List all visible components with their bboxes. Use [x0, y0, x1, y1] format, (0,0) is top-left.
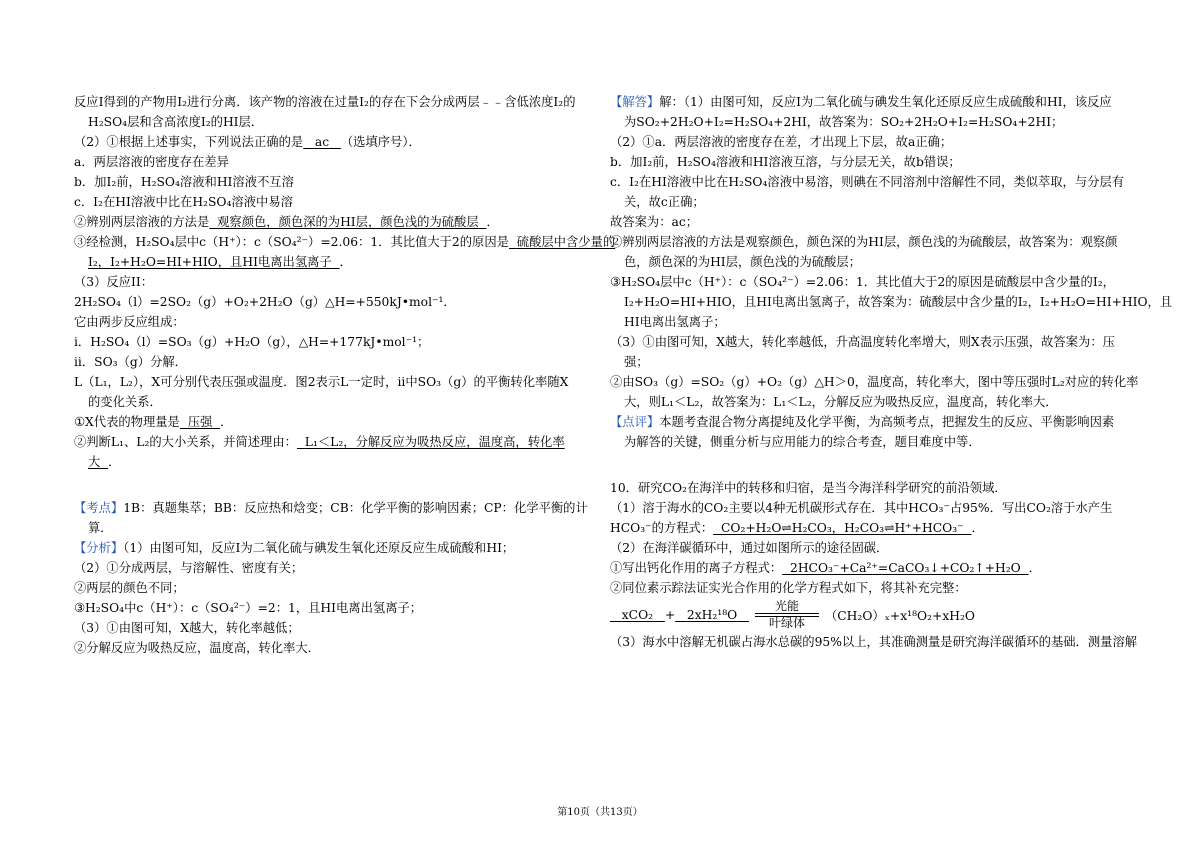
- text-line: 大，则L₁＜L₂，故答案为：L₁＜L₂，分解反应为吸热反应，温度高，转化率大．: [624, 395, 1058, 409]
- jieda-tag: 【解答】: [610, 95, 660, 109]
- question-2-2: ②辨别两层溶液的方法是 观察颜色，颜色深的为HI层，颜色浅的为硫酸层 ．: [74, 215, 499, 229]
- text-line: L（L₁，L₂），X可分别代表压强或温度．图2表示L一定时，ii中SO₃（g）的平衡转化率随X: [74, 375, 569, 389]
- text-line: 2H₂SO₄（l）=2SO₂（g）+O₂+2H₂O（g）△H=+550kJ•mol⁻¹．: [74, 295, 456, 309]
- question-2-3: ③经检测，H₂SO₄层中c（H⁺）：c（SO₄²⁻）=2.06：1．其比值大于2的原因是 硫酸层中含少量的: [74, 235, 616, 249]
- text-line: （1）溶于海水的CO₂主要以4种无机碳形式存在．其中HCO₃⁻占95%．写出CO₂溶于水产生: [610, 501, 1113, 515]
- text-line: （2）①分成两层，与溶解性、密度有关；: [74, 561, 304, 575]
- answer-blank: I₂，I₂+H₂O=HI+HIO，且HI电离出氢离子: [88, 255, 332, 269]
- condition-top: 光能: [774, 599, 799, 613]
- text-line: （2）在海洋碳循环中，通过如图所示的途径固碳．: [610, 541, 889, 555]
- answer-blank: 硫酸层中含少量的: [516, 235, 616, 249]
- text-line: 的变化关系．: [88, 395, 162, 409]
- dianping-line: 【点评】本题考查混合物分离提纯及化学平衡，为高频考点，把握发生的反应、平衡影响因素: [610, 415, 1115, 429]
- condition-bottom: 叶绿体: [768, 616, 805, 630]
- text-line: 算．: [88, 521, 113, 535]
- text-line: 关，故c正确；: [624, 195, 705, 209]
- text-line: H₂SO₄层和含高浓度I₂的HI层．: [88, 115, 264, 129]
- text-line: HI电离出氢离子；: [624, 315, 726, 329]
- text-line: ③H₂SO₄层中c（H⁺）：c（SO₄²⁻）=2.06：1．其比值大于2的原因是硫酸层中含少量的I₂，: [610, 275, 1115, 289]
- text-line: （3）海水中溶解无机碳占海水总碳的95%以上，其准确测量是研究海洋碳循环的基础．测量溶解: [610, 635, 1138, 649]
- question-3-2: ②判断L₁、L₂的大小关系，并简述理由： L₁＜L₂，分解反应为吸热反应，温度高，转化率: [74, 435, 565, 449]
- reaction-arrow: [755, 600, 819, 630]
- question-10-title: 10．研究CO₂在海洋中的转移和归宿，是当今海洋科学研究的前沿领域．: [610, 481, 1007, 495]
- question-3-1: ①X代表的物理量是 压强 ．: [74, 415, 233, 429]
- text-line: 为解答的关键，侧重分析与应用能力的综合考查，题目难度中等．: [624, 435, 981, 449]
- text-line: 反应I得到的产物用I₂进行分离．该产物的溶液在过量I₂的存在下会分成两层﹣﹣含低浓度I₂的: [74, 95, 576, 109]
- fenxi-line: 【分析】（1）由图可知，反应I为二氧化硫与碘发生氧化还原反应生成硫酸和HI；: [74, 541, 515, 555]
- text-line: ②辨别两层溶液的方法是观察颜色，颜色深的为HI层，颜色浅的为硫酸层，故答案为：观察颜: [610, 235, 1118, 249]
- text-line: ②两层的颜色不同；: [74, 581, 185, 595]
- option-b: b．加I₂前，H₂SO₄溶液和HI溶液不互溶: [74, 175, 294, 189]
- option-a: a．两层溶液的密度存在差异: [74, 155, 229, 169]
- answer-blank: 观察颜色，颜色深的为HI层，颜色浅的为硫酸层: [217, 215, 479, 229]
- question-2-1: （2）①根据上述事实，下列说法正确的是 ac （选填序号）．: [74, 135, 421, 149]
- text-line: ii．SO₃（g）分解．: [74, 355, 187, 369]
- answer-blank: L₁＜L₂，分解反应为吸热反应，温度高，转化率: [304, 435, 565, 449]
- equation-product: （CH₂O）ₓ+x¹⁸O₂+xH₂O: [824, 609, 975, 623]
- text-line: i．H₂SO₄（l）=SO₃（g）+H₂O（g），△H=+177kJ•mol⁻¹；: [74, 335, 430, 349]
- text-line: 强；: [624, 355, 649, 369]
- photosynthesis-equation: [610, 598, 1131, 632]
- text-line: 它由两步反应组成：: [74, 315, 185, 329]
- spacer: [74, 472, 589, 498]
- answer-blank: 大: [88, 455, 101, 469]
- answer-blank: CO₂+H₂O⇌H₂CO₃，H₂CO₃⇌H⁺+HCO₃⁻: [720, 521, 964, 535]
- question-10-1: HCO₃⁻的方程式： CO₂+H₂O⇌H₂CO₃，H₂CO₃⇌H⁺+HCO₃⁻ ．: [610, 521, 984, 535]
- text-line: I₂+H₂O=HI+HIO，且HI电离出氢离子，故答案为：硫酸层中含少量的I₂，I₂+H₂O=HI+HIO，且: [624, 295, 1173, 309]
- text-line: （3）反应II：: [74, 275, 154, 289]
- dianping-tag: 【点评】: [610, 415, 660, 429]
- text-line: （3）①由图可知，X越大，转化率越低；: [74, 621, 300, 635]
- text-line: ②由SO₃（g）=SO₂（g）+O₂（g）△H＞0，温度高，转化率大，图中等压强时L₂对应的转化率: [610, 375, 1139, 389]
- answer-blank: 2HCO₃⁻+Ca²⁺=CaCO₃↓+CO₂↑+H₂O: [790, 561, 1021, 575]
- text-line: 色，颜色深的为HI层，颜色浅的为硫酸层；: [624, 255, 861, 269]
- text-line: c．I₂在HI溶液中比在H₂SO₄溶液中易溶，则碘在不同溶剂中溶解性不同，类似萃取，与分层有: [610, 175, 1125, 189]
- text-line: ②同位素示踪法证实光合作用的化学方程式如下，将其补充完整：: [610, 581, 967, 595]
- answer-blank: xCO₂: [621, 608, 654, 622]
- fenxi-tag: 【分析】: [74, 541, 124, 555]
- text-line: 为SO₂+2H₂O+I₂=H₂SO₄+2HI，故答案为：SO₂+2H₂O+I₂=H₂SO₄+2HI；: [624, 115, 1064, 129]
- jieda-line: 【解答】解：（1）由图可知，反应I为二氧化硫与碘发生氧化还原反应生成硫酸和HI，该反应: [610, 95, 1112, 109]
- plus-sign: +: [664, 608, 676, 622]
- text-line: ②分解反应为吸热反应，温度高，转化率大．: [74, 641, 320, 655]
- answer-blank: 压强: [187, 415, 213, 429]
- text-line: b．加I₂前，H₂SO₄溶液和HI溶液互溶，与分层无关，故b错误；: [610, 155, 961, 169]
- spacer: [610, 452, 1131, 478]
- kaodian-tag: 【考点】: [74, 501, 124, 515]
- text-line: （3）①由图可知，X越大，转化率越低，升高温度转化率增大，则X表示压强，故答案为：压: [610, 335, 1115, 349]
- text-line: ③H₂SO₄中c（H⁺）：c（SO₄²⁻）=2：1，且HI电离出氢离子；: [74, 601, 423, 615]
- right-column: [610, 92, 1173, 652]
- kaodian-line: 【考点】1B：真题集萃；BB：反应热和焓变；CB：化学平衡的影响因素；CP：化学平衡的计: [74, 501, 588, 515]
- option-c: c．I₂在HI溶液中比在H₂SO₄溶液中易溶: [74, 195, 293, 209]
- question-10-2: ①写出钙化作用的离子方程式： 2HCO₃⁻+Ca²⁺=CaCO₃↓+CO₂↑+H₂O ．: [610, 561, 1041, 575]
- answer-blank: ac: [314, 135, 330, 149]
- answer-blank: 2xH₂¹⁸O: [686, 608, 738, 622]
- left-column: [74, 92, 616, 658]
- text-line: 故答案为：ac；: [610, 215, 698, 229]
- question-3-2-cont: 大 ．: [88, 455, 121, 469]
- question-2-3-cont: I₂，I₂+H₂O=HI+HIO，且HI电离出氢离子 ．: [88, 255, 352, 269]
- page-footer: 第10页（共13页）: [557, 807, 643, 818]
- text-line: （2）①a．两层溶液的密度存在差，才出现上下层，故a正确；: [610, 135, 953, 149]
